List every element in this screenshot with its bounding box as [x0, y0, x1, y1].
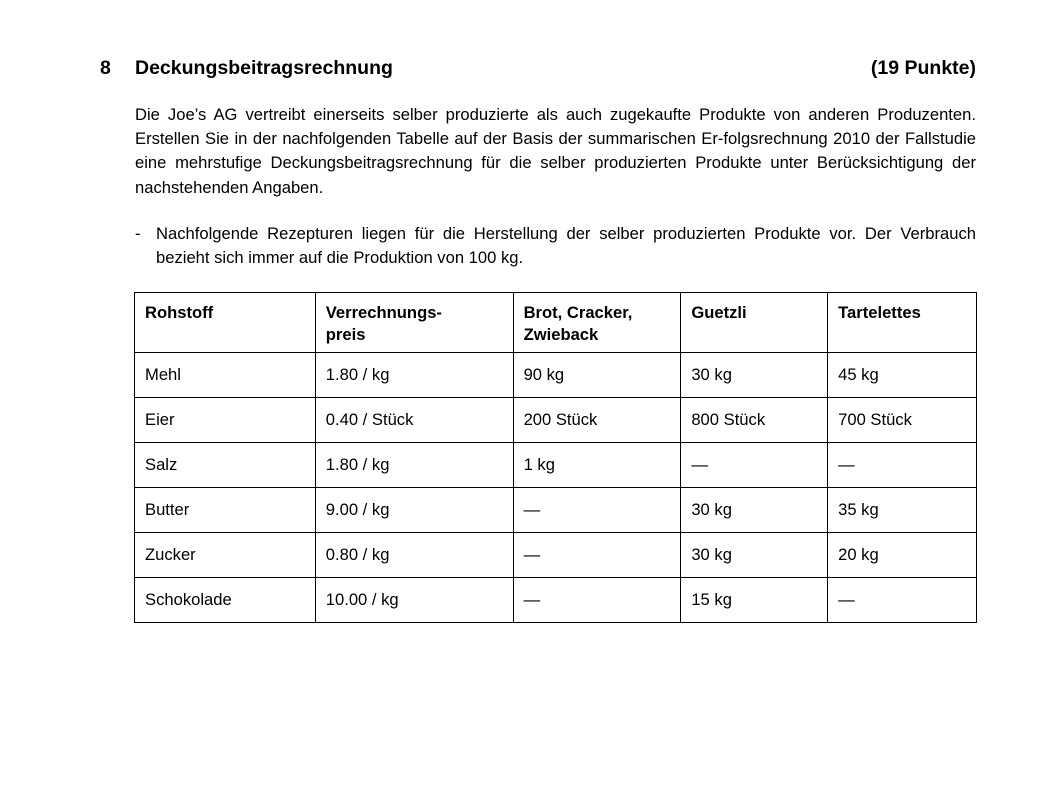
- cell-tartelettes: —: [828, 443, 977, 488]
- cell-tartelettes: 700 Stück: [828, 398, 977, 443]
- recipe-table: [134, 292, 977, 623]
- cell-preis: 1.80 / kg: [315, 443, 513, 488]
- table-row: [135, 578, 977, 623]
- section-heading: [100, 56, 976, 80]
- cell-brot: 1 kg: [513, 443, 681, 488]
- header-brot-text: Brot, Cracker, Zwieback: [523, 303, 633, 344]
- cell-rohstoff: Schokolade: [135, 578, 316, 623]
- cell-tartelettes: 35 kg: [828, 488, 977, 533]
- cell-brot: —: [513, 578, 681, 623]
- cell-brot: —: [513, 488, 681, 533]
- bullet-text: Nachfolgende Rezepturen liegen für die Herstellung der selber produzierten Produkte vor. Der Verbrauch bezieht sich immer auf die Produktion von 100 kg.: [156, 224, 976, 268]
- cell-guetzli: 30 kg: [681, 353, 828, 398]
- cell-rohstoff: Salz: [135, 443, 316, 488]
- cell-preis: 1.80 / kg: [315, 353, 513, 398]
- header-tartelettes: Tartelettes: [828, 293, 977, 353]
- section-title: Deckungsbeitragsrechnung: [135, 57, 393, 79]
- cell-guetzli: —: [681, 443, 828, 488]
- intro-paragraph: Die Joe’s AG vertreibt einerseits selber produzierte als auch zugekaufte Produkte von anderen Produzenten. Erstellen Sie in der nachfolgenden Tabelle auf der Basis der summarischen Er-folgsrechnung 2010 der Fallstudie eine mehrstufige Deckungsbeitragsrechnung für die selber produzierten Produkte unter Berücksichtigung der nachstehenden Angaben.: [135, 105, 976, 197]
- cell-guetzli: 30 kg: [681, 488, 828, 533]
- cell-rohstoff: Zucker: [135, 533, 316, 578]
- cell-preis: 0.40 / Stück: [315, 398, 513, 443]
- cell-rohstoff: Butter: [135, 488, 316, 533]
- cell-guetzli: 30 kg: [681, 533, 828, 578]
- header-rohstoff: Rohstoff: [135, 293, 316, 353]
- cell-preis: 0.80 / kg: [315, 533, 513, 578]
- cell-guetzli: 15 kg: [681, 578, 828, 623]
- header-guetzli: Guetzli: [681, 293, 828, 353]
- bullet-marker: -: [135, 224, 141, 243]
- table-row: [135, 398, 977, 443]
- cell-preis: 9.00 / kg: [315, 488, 513, 533]
- section-points: (19 Punkte): [870, 57, 976, 79]
- cell-brot: —: [513, 533, 681, 578]
- cell-rohstoff: Mehl: [135, 353, 316, 398]
- recipe-note: [135, 222, 976, 270]
- cell-brot: 200 Stück: [513, 398, 681, 443]
- header-verrechnungspreis-text: Verrechnungs- preis: [325, 303, 442, 344]
- cell-tartelettes: 45 kg: [828, 353, 977, 398]
- table-row: [135, 533, 977, 578]
- cell-brot: 90 kg: [513, 353, 681, 398]
- cell-preis: 10.00 / kg: [315, 578, 513, 623]
- header-verrechnungspreis: [315, 293, 513, 353]
- header-brot-cracker-zwieback: [513, 293, 681, 353]
- table-row: [135, 443, 977, 488]
- cell-rohstoff: Eier: [135, 398, 316, 443]
- section-number: 8: [100, 57, 111, 79]
- table-header-row: [135, 293, 977, 353]
- table-row: [135, 353, 977, 398]
- table-row: [135, 488, 977, 533]
- cell-tartelettes: —: [828, 578, 977, 623]
- cell-tartelettes: 20 kg: [828, 533, 977, 578]
- cell-guetzli: 800 Stück: [681, 398, 828, 443]
